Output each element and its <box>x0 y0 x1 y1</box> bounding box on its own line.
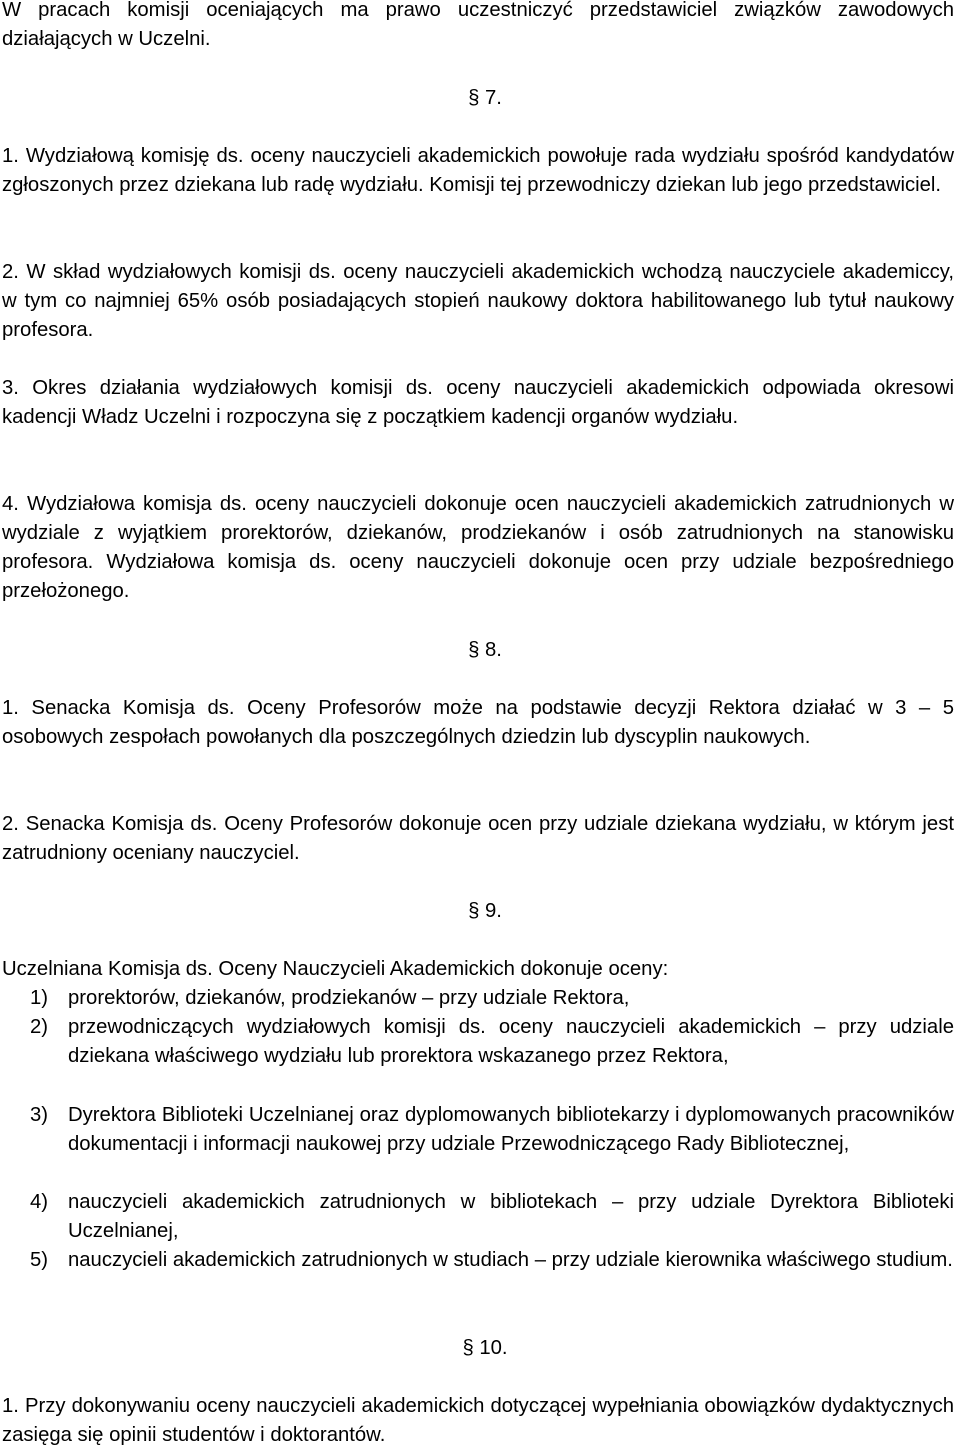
list-item-text: Dyrektora Biblioteki Uczelnianej oraz dyplomowanych bibliotekarzy i dyplomowanych pracowników dokumentacji i informacji naukowej przy udziale Przewodniczącego Rady Bibliotecznej, <box>68 1104 954 1155</box>
list-item-text: przewodniczących wydziałowych komisji ds. oceny nauczycieli akademickich – przy udziale dziekana właściwego wydziału lub prorektora wskazanego przez Rektora, <box>68 1016 954 1067</box>
paragraph-8-2: 2. Senacka Komisja ds. Oceny Profesorów dokonuje ocen przy udziale dziekana wydziału, w którym jest zatrudniony oceniany nauczyciel. <box>2 813 954 864</box>
list-item <box>2 1101 954 1159</box>
section-heading-7: § 7. <box>468 87 502 109</box>
paragraph-8-1: 1. Senacka Komisja ds. Oceny Profesorów może na podstawie decyzji Rektora działać w 3 – 5 osobowych zespołach powołanych dla poszczególnych dziedzin lub dyscyplin naukowych. <box>2 697 954 748</box>
list-item-text: nauczycieli akademickich zatrudnionych w studiach – przy udziale kierownika właściwego studium. <box>68 1249 953 1271</box>
list-item-text: nauczycieli akademickich zatrudnionych w bibliotekach – przy udziale Dyrektora Biblioteki Uczelnianej, <box>68 1191 954 1242</box>
section-heading-9: § 9. <box>468 900 502 922</box>
list-item <box>2 1188 954 1246</box>
list-item-number: 4) <box>30 1191 49 1213</box>
list-item-number: 5) <box>30 1249 49 1271</box>
section-heading-10: § 10. <box>462 1337 508 1359</box>
list-item-number: 3) <box>30 1104 49 1126</box>
section-heading-8: § 8. <box>468 639 502 661</box>
paragraph-7-2: 2. W skład wydziałowych komisji ds. oceny nauczycieli akademickich wchodzą nauczyciele akademiccy, w tym co najmniej 65% osób posiadających stopień naukowy doktora habilitowanego lub tytuł naukowy profesora. <box>2 261 954 341</box>
paragraph-7-4: 4. Wydziałowa komisja ds. oceny nauczycieli dokonuje ocen nauczycieli akademickich zatrudnionych w wydziale z wyjątkiem prorektorów, dziekanów, prodziekanów i osób zatrudnionych na stanowisku profesora. Wydziałowa komisja ds. oceny nauczycieli dokonuje ocen przy udziale bezpośredniego przełożonego. <box>2 493 954 602</box>
list-item <box>2 984 954 1013</box>
list-item-text: prorektorów, dziekanów, prodziekanów – przy udziale Rektora, <box>68 987 630 1009</box>
paragraph-7-3: 3. Okres działania wydziałowych komisji ds. oceny nauczycieli akademickich odpowiada okresowi kadencji Władz Uczelni i rozpoczyna się z początkiem kadencji organów wydziału. <box>2 377 954 428</box>
paragraph-10-1: 1. Przy dokonywaniu oceny nauczycieli akademickich dotyczącej wypełniania obowiązków dydaktycznych zasięga się opinii studentów i doktorantów. <box>2 1395 954 1446</box>
paragraph-union-representatives: W pracach komisji oceniających ma prawo uczestniczyć przedstawiciel związków zawodowych działających w Uczelni. <box>2 0 954 50</box>
paragraph-7-1: 1. Wydziałową komisję ds. oceny nauczycieli akademickich powołuje rada wydziału spośród kandydatów zgłoszonych przez dziekana lub radę wydziału. Komisji tej przewodniczy dziekan lub jego przedstawiciel. <box>2 145 954 196</box>
list-item <box>2 1246 954 1275</box>
paragraph-9-intro: Uczelniana Komisja ds. Oceny Nauczycieli Akademickich dokonuje oceny: <box>2 958 669 980</box>
list-item <box>2 1013 954 1071</box>
list-item-number: 2) <box>30 1016 49 1038</box>
list-item-number: 1) <box>30 987 49 1009</box>
